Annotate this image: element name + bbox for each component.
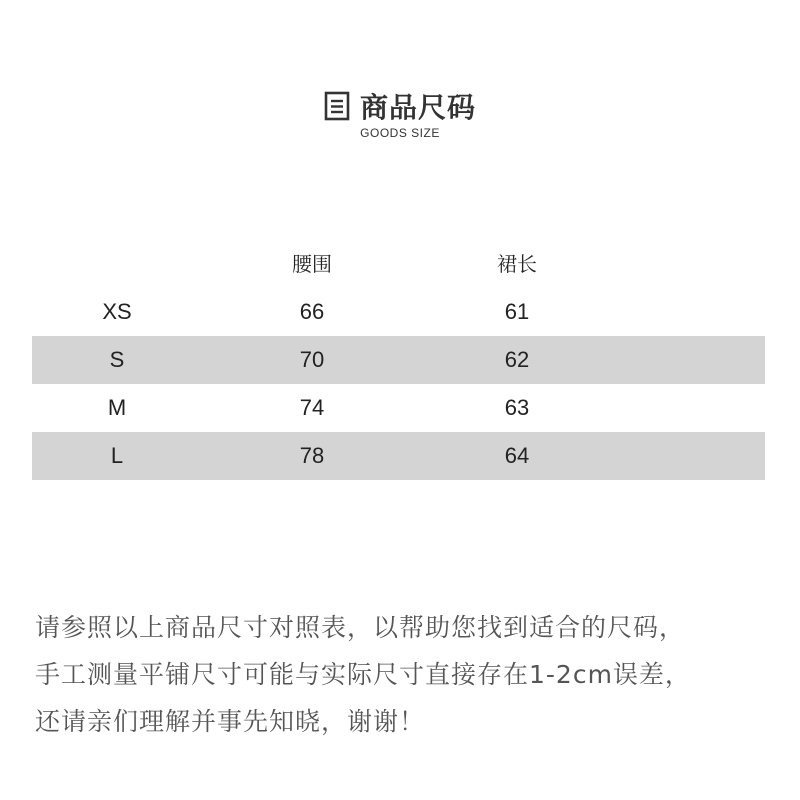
header-length: 裙长 (497, 252, 537, 276)
measurement-notes (35, 604, 785, 745)
note-line: 请参照以上商品尺寸对照表，以帮助您找到适合的尺码， (35, 613, 686, 642)
length-value: 62 (504, 347, 530, 372)
note-line: 还请亲们理解并事先知晓，谢谢！ (35, 707, 426, 736)
title-row (0, 86, 800, 126)
length-value: 61 (504, 299, 530, 324)
size-label: L (110, 443, 124, 468)
waist-value: 74 (299, 395, 325, 420)
table-header-row (32, 240, 765, 288)
size-label: XS (102, 299, 132, 324)
waist-value: 66 (299, 299, 325, 324)
header-size (77, 240, 157, 288)
length-value: 63 (504, 395, 530, 420)
size-table (32, 240, 765, 480)
table-row-s (32, 336, 765, 384)
size-label: S (109, 347, 125, 372)
size-label: M (107, 395, 127, 420)
page-subtitle: GOODS SIZE (360, 126, 440, 140)
page-title: 商品尺码 (359, 91, 476, 124)
header-waist: 腰围 (292, 252, 332, 276)
table-row-l (32, 432, 765, 480)
table-row-xs (32, 288, 765, 336)
document-icon (324, 91, 350, 121)
note-line: 手工测量平铺尺寸可能与实际尺寸直接存在1-2cm误差， (35, 660, 691, 689)
waist-value: 78 (299, 443, 325, 468)
waist-value: 70 (299, 347, 325, 372)
table-row-m (32, 384, 765, 432)
page-header (0, 80, 800, 150)
length-value: 64 (504, 443, 530, 468)
